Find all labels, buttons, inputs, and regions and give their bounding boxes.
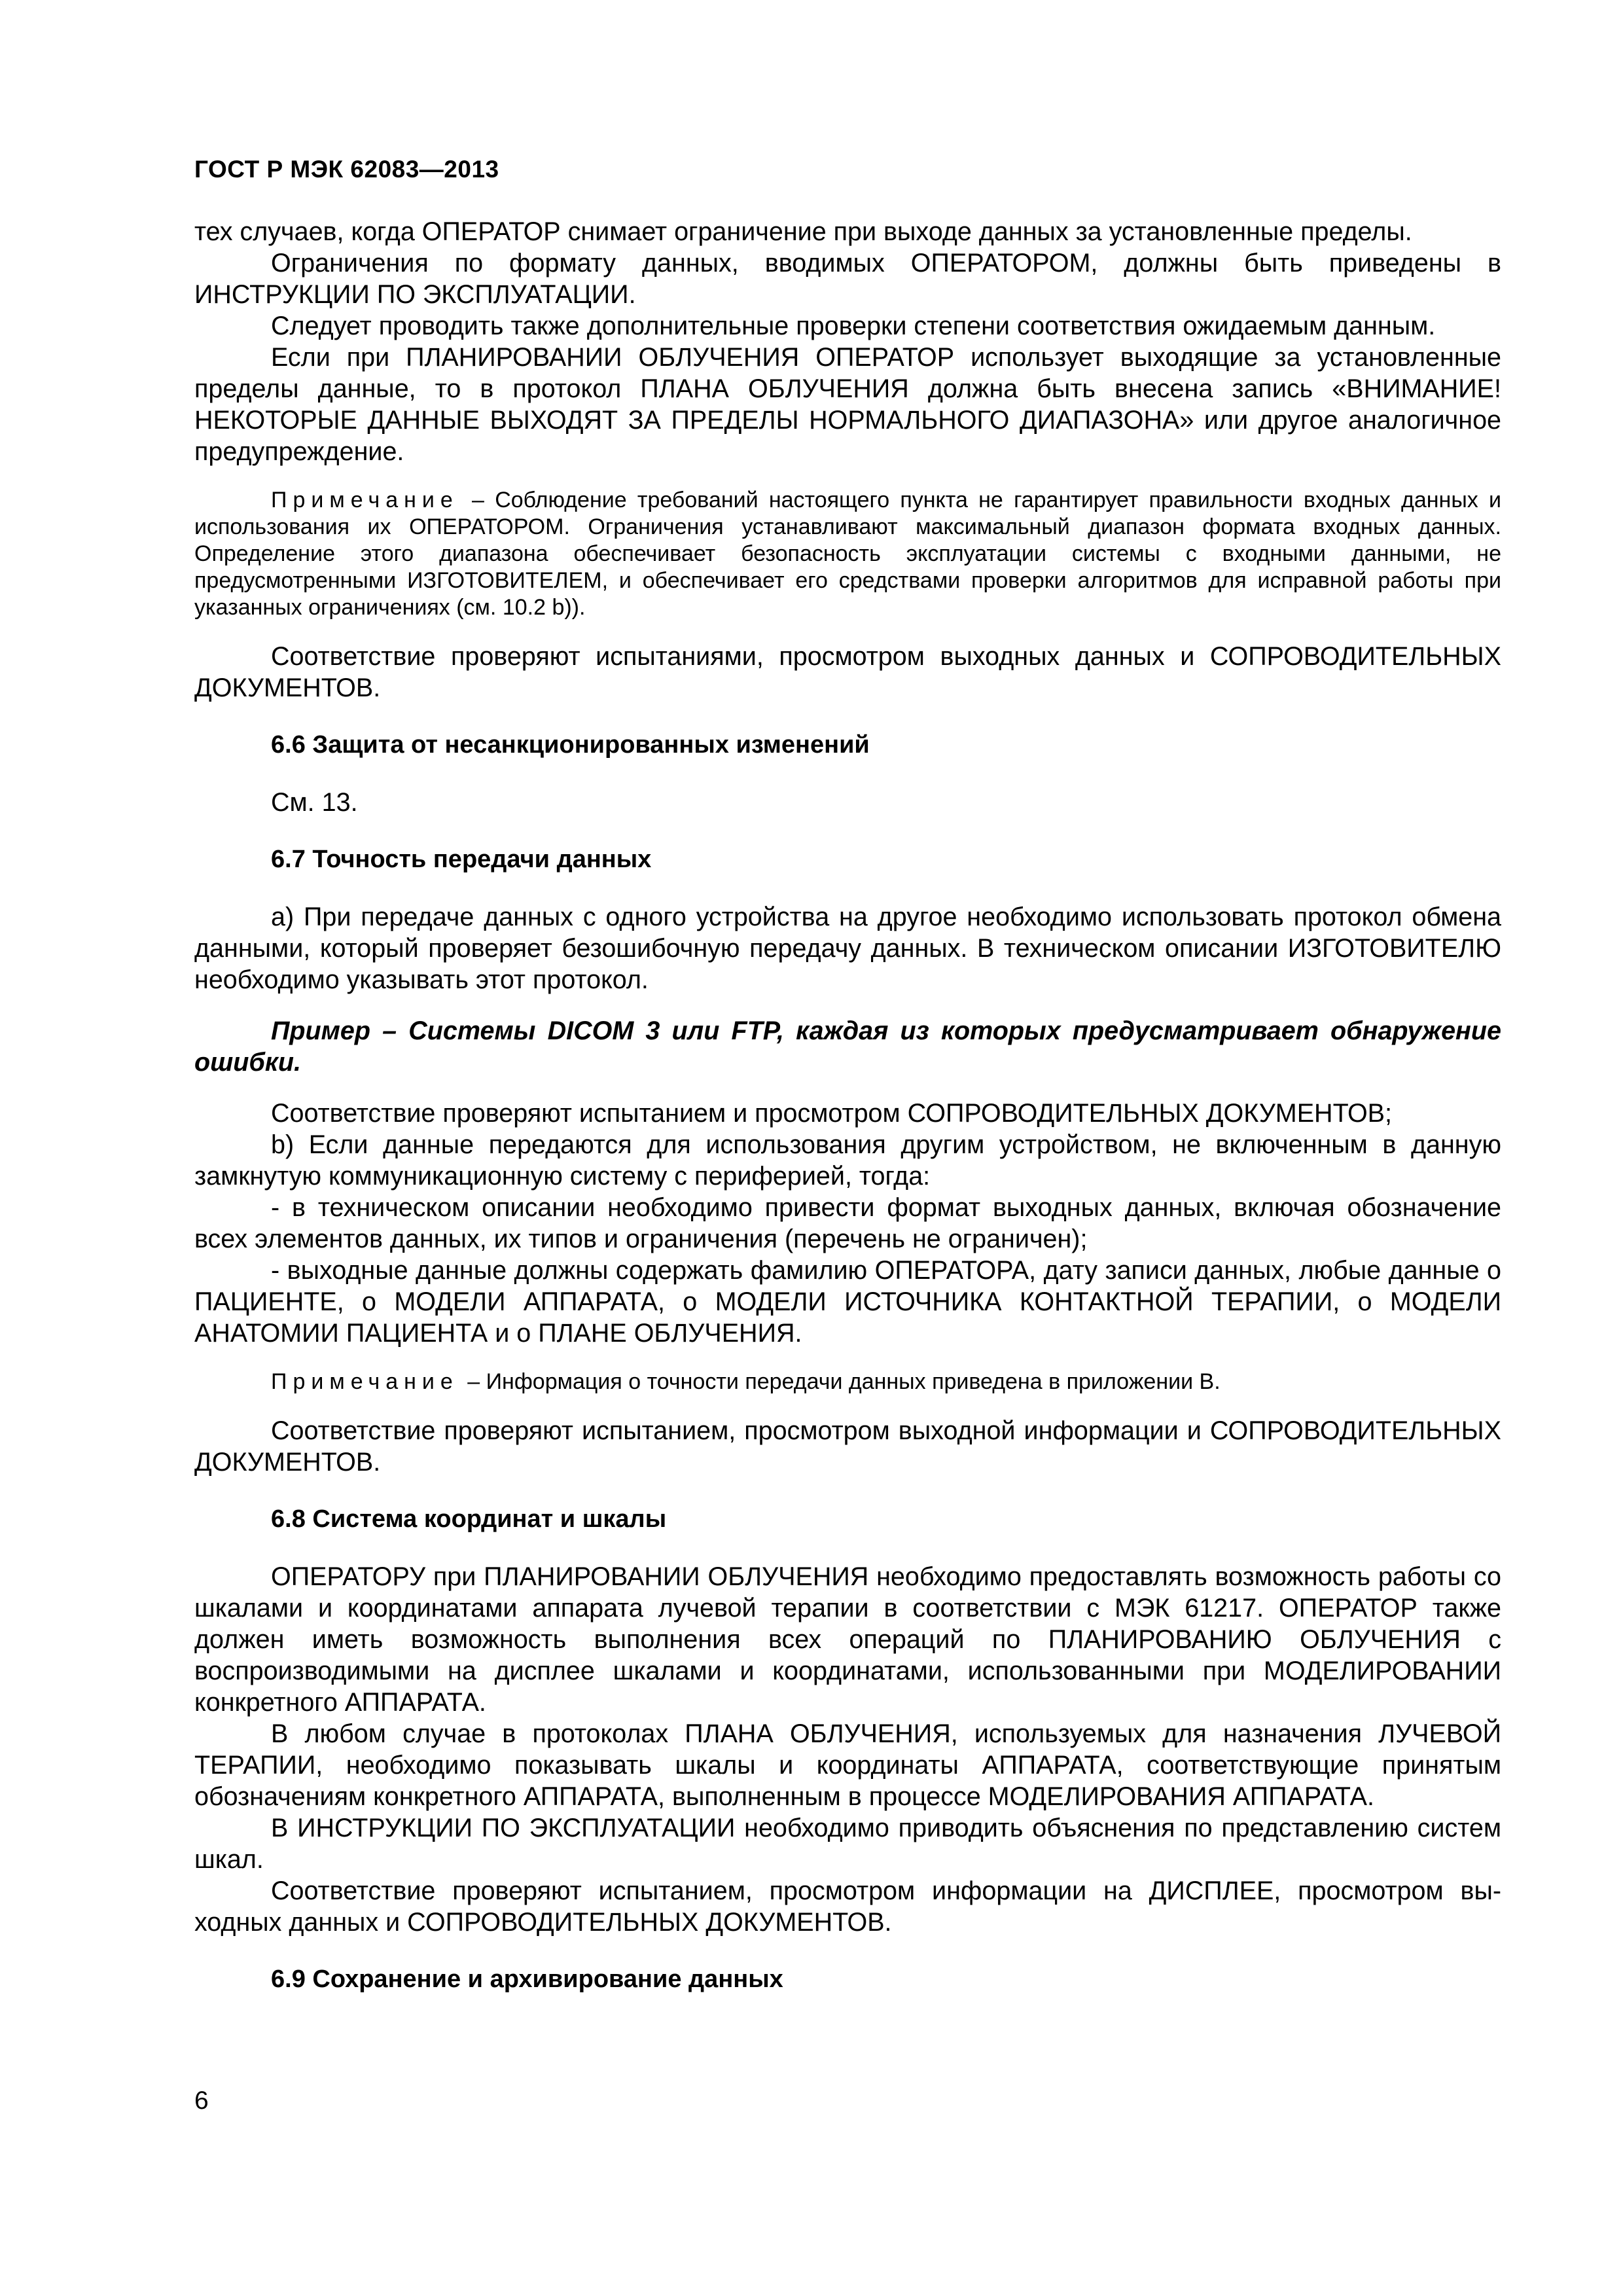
paragraph-coordinates: ОПЕРАТОРУ при ПЛАНИРОВАНИИ ОБЛУЧЕНИЯ необходимо предоставлять возможность работы со шкалами и координатами аппарата лучевой терапии в соответствии с МЭК 61217. ОПЕРАТОР также должен иметь возможность выполнения всех операций по ПЛАНИРОВАНИЮ ОБЛУЧЕНИЯ с воспроизводимыми на дисплее шкалами и координатами, использованными при МОДЕЛИРОВАНИИ конкретного АППАРАТА. [194, 1562, 1501, 1717]
note-label: Примечание [271, 1369, 459, 1394]
note-input-data [194, 487, 1501, 621]
paragraph-plan-protocols: В любом случае в протоколах ПЛАНА ОБЛУЧЕНИЯ, используемых для назначения ЛУЧЕВОЙ ТЕРАПИИ, необходимо показывать шкалы и координаты АППАРАТА, соответствующие принятым обозначениям конкретного АППАРАТА, выполненным в процессе МОДЕЛИРОВАНИЯ АППАРАТА. [194, 1719, 1501, 1811]
paragraph-output-contents: - выходные данные должны содержать фамилию ОПЕРАТОРА, дату записи данных, любые данные о ПАЦИЕНТЕ, о МОДЕЛИ АППАРАТА, о МОДЕЛИ ИСТОЧНИКА КОНТАКТНОЙ ТЕРАПИИ, о МОДЕЛИ АНАТОМИИ ПАЦИЕНТА и о ПЛАНЕ ОБЛУЧЕНИЯ. [194, 1256, 1501, 1348]
document-header: ГОСТ Р МЭК 62083—2013 [194, 156, 499, 183]
paragraph-compliance-1: Соответствие проверяют испытаниями, просмотром выходных данных и СОПРОВОДИТЕЛЬНЫХ ДОКУМЕНТОВ. [194, 642, 1501, 702]
section-heading-6-9: 6.9 Сохранение и архивирование данных [271, 1965, 783, 1993]
paragraph-additional-checks: Следует проводить также дополнительные проверки степени соответствия ожидаемым данным. [271, 312, 1436, 340]
section-heading-6-7: 6.7 Точность передачи данных [271, 846, 652, 873]
paragraph-compliance-3: Соответствие проверяют испытанием, просмотром выходной информации и СОПРОВОДИТЕЛЬНЫХ ДОКУМЕНТОВ. [194, 1416, 1501, 1477]
note-text: – Информация о точности передачи данных приведена в приложении В. [467, 1369, 1221, 1394]
paragraph-format-limits: Ограничения по формату данных, вводимых ОПЕРАТОРОМ, должны быть приведены в ИНСТРУКЦИИ ПО ЭКСПЛУАТАЦИИ. [194, 249, 1501, 309]
section-heading-6-8: 6.8 Система координат и шкалы [271, 1505, 667, 1533]
paragraph-continuation: тех случаев, когда ОПЕРАТОР снимает ограничение при выходе данных за установленные пределы. [194, 217, 1412, 246]
paragraph-item-b: b) Если данные передаются для использования другим устройством, не включенным в данную замкнутую коммуникационную систему с периферией, тогда: [194, 1130, 1501, 1191]
note-text: – Соблюдение требований настоящего пункта не гарантирует правильности входных данных и использования их ОПЕРАТОРОМ. Ограничения устанавливают максимальный диапазон формата входных данных. Определение этого диапазона обеспечивает безопасность эксплуатации системы с входными данными, не предусмотренными ИЗГОТОВИТЕЛЕМ, и обеспечивает его средствами проверки алгоритмов для исправной работы при указанных ограничениях (см. 10.2 b)). [194, 488, 1501, 620]
note-transfer-accuracy [194, 1369, 1501, 1395]
paragraph-warning-record: Если при ПЛАНИРОВАНИИ ОБЛУЧЕНИЯ ОПЕРАТОР использует выходящие за установленные пределы данные, то в протокол ПЛАНА ОБЛУЧЕНИЯ должна быть внесена запись «ВНИМАНИЕ! НЕКОТОРЫЕ ДАННЫЕ ВЫХОДЯТ ЗА ПРЕДЕЛЫ НОРМАЛЬНОГО ДИАПАЗОНА» или другое аналогичное предупреждение. [194, 343, 1501, 466]
example-dicom-ftp: Пример – Системы DICOM 3 или FTP, каждая из которых предусматривает обнаружение ошибки. [194, 1016, 1501, 1077]
note-label: Примечание [271, 488, 459, 512]
paragraph-format-description: - в техническом описании необходимо привести формат выходных данных, включая обозначение всех элементов данных, их типов и ограничения (перечень не ограничен); [194, 1193, 1501, 1253]
paragraph-see-13: См. 13. [271, 788, 358, 817]
paragraph-transfer-protocol: а) При передаче данных с одного устройства на другое необходимо использовать протокол обмена данными, который проверяет безошибочную передачу данных. В техническом описании ИЗГОТОВИТЕЛЮ необходимо указывать этот протокол. [194, 903, 1501, 994]
paragraph-compliance-2: Соответствие проверяют испытанием и просмотром СОПРОВОДИТЕЛЬНЫХ ДОКУМЕНТОВ; [271, 1099, 1392, 1128]
document-body [194, 216, 1501, 1994]
page-number: 6 [194, 2087, 209, 2115]
paragraph-compliance-4: Соответствие проверяют испытанием, просмотром информации на ДИСПЛЕЕ, просмотром выходных данных и СОПРОВОДИТЕЛЬНЫХ ДОКУМЕНТОВ. [194, 1876, 1501, 1937]
paragraph-manual-scales: В ИНСТРУКЦИИ ПО ЭКСПЛУАТАЦИИ необходимо приводить объяснения по представлению систем шкал. [194, 1814, 1501, 1874]
section-heading-6-6: 6.6 Защита от несанкционированных изменений [271, 731, 870, 759]
